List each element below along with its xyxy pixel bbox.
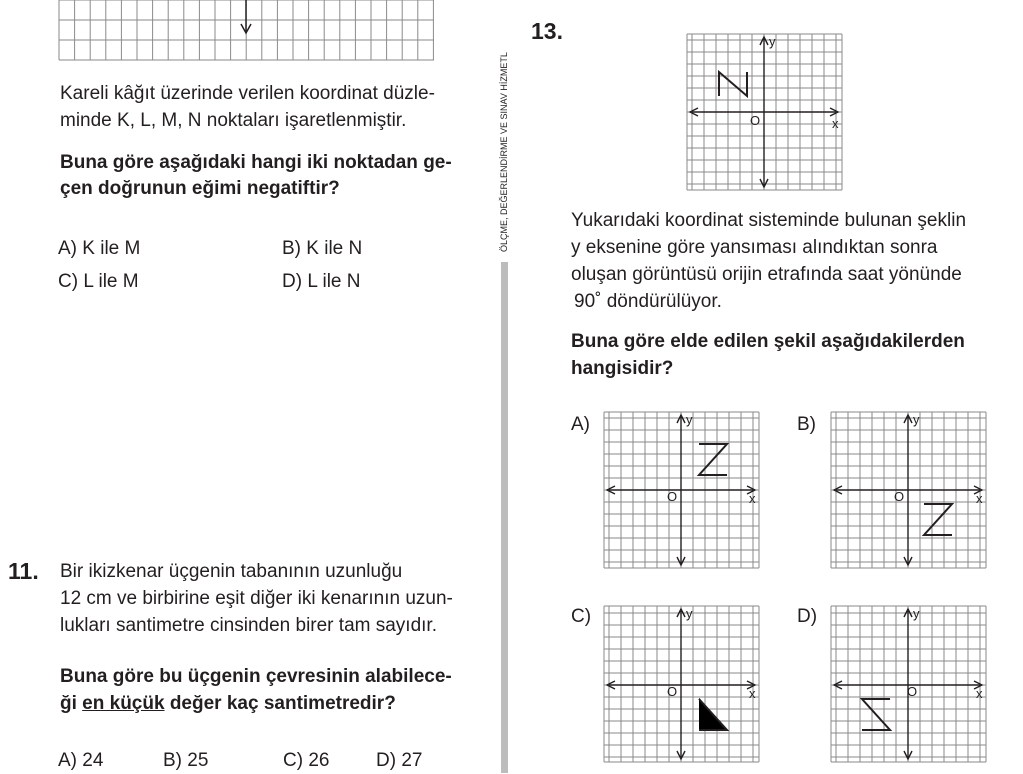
y-axis-label: y	[913, 412, 920, 427]
q11-text-3: lukları santimetre cinsinden birer tam sayıdır.	[60, 615, 437, 636]
x-axis-label: x	[749, 686, 756, 701]
q11-option-a[interactable]: A) 24	[58, 750, 104, 771]
q11-option-b[interactable]: B) 25	[163, 750, 209, 771]
q13-option-d-figure[interactable]	[830, 605, 988, 765]
q10-option-d[interactable]: D) L ile N	[282, 271, 361, 292]
origin-label: O	[750, 113, 761, 128]
q11-bold-2: ği en küçük değer kaç santimetredir?	[60, 693, 396, 714]
q13-main-figure	[686, 33, 846, 191]
q11-number: 11.	[8, 558, 39, 584]
origin-label: O	[894, 489, 905, 504]
q13-option-d-label[interactable]: D)	[797, 606, 818, 627]
q13-bold-2: hangisidir?	[571, 358, 674, 379]
q10-text-1: Kareli kâğıt üzerinde verilen koordinat düzle-	[60, 83, 435, 104]
q13-text-2: y eksenine göre yansıması alındıktan sonra	[571, 237, 938, 258]
option-d-shape	[862, 699, 890, 730]
q11-underlined-phrase: en küçük	[82, 693, 165, 714]
q13-option-b-label[interactable]: B)	[797, 414, 816, 435]
x-axis-label: x	[832, 116, 839, 131]
q13-option-a-label[interactable]: A)	[571, 414, 590, 435]
q13-option-a-figure[interactable]	[603, 411, 761, 571]
y-axis-label: y	[913, 606, 920, 621]
q11-text-2: 12 cm ve birbirine eşit diğer iki kenarının uzun-	[60, 588, 453, 609]
q11-option-d[interactable]: D) 27	[376, 750, 423, 771]
q13-text-4: 90˚ döndürülüyor.	[574, 291, 722, 312]
y-axis-label: y	[769, 34, 776, 49]
q11-option-c[interactable]: C) 26	[283, 750, 330, 771]
q13-option-c-figure[interactable]	[603, 605, 761, 765]
side-label: ÖLÇME, DEĞERLENDİRME VE SINAV HİZMETL	[499, 52, 509, 252]
q11-bold-1: Buna göre bu üçgenin çevresinin alabilece-	[60, 666, 452, 687]
column-divider	[501, 262, 508, 773]
q10-bold-2: çen doğrunun eğimi negatiftir?	[60, 178, 340, 199]
x-axis-label: x	[749, 491, 756, 506]
q13-bold-1: Buna göre elde edilen şekil aşağıdakilerden	[571, 331, 965, 352]
q10-text-2: minde K, L, M, N noktaları işaretlenmiştir.	[60, 110, 407, 131]
q11-text-1: Bir ikizkenar üçgenin tabanının uzunluğu	[60, 561, 403, 582]
x-axis-label: x	[976, 686, 983, 701]
q10-option-a[interactable]: A) K ile M	[58, 238, 141, 259]
option-b-shape	[924, 504, 952, 535]
q10-bold-1: Buna göre aşağıdaki hangi iki noktadan ge-	[60, 152, 452, 173]
y-axis-label: y	[686, 412, 693, 427]
q10-grid	[58, 0, 434, 62]
x-axis-label: x	[976, 491, 983, 506]
q10-option-c[interactable]: C) L ile M	[58, 271, 139, 292]
origin-label: O	[667, 489, 678, 504]
origin-label: O	[907, 684, 918, 699]
q13-option-b-figure[interactable]	[830, 411, 988, 571]
q13-text-1: Yukarıdaki koordinat sisteminde bulunan şeklin	[571, 210, 967, 231]
q10-option-b[interactable]: B) K ile N	[282, 238, 363, 259]
option-a-shape	[699, 444, 727, 475]
y-axis-label: y	[686, 606, 693, 621]
origin-label: O	[667, 684, 678, 699]
q13-number: 13.	[531, 18, 563, 44]
q13-option-c-label[interactable]: C)	[571, 606, 592, 627]
q13-text-3: oluşan görüntüsü orijin etrafında saat yönünde	[571, 264, 962, 285]
